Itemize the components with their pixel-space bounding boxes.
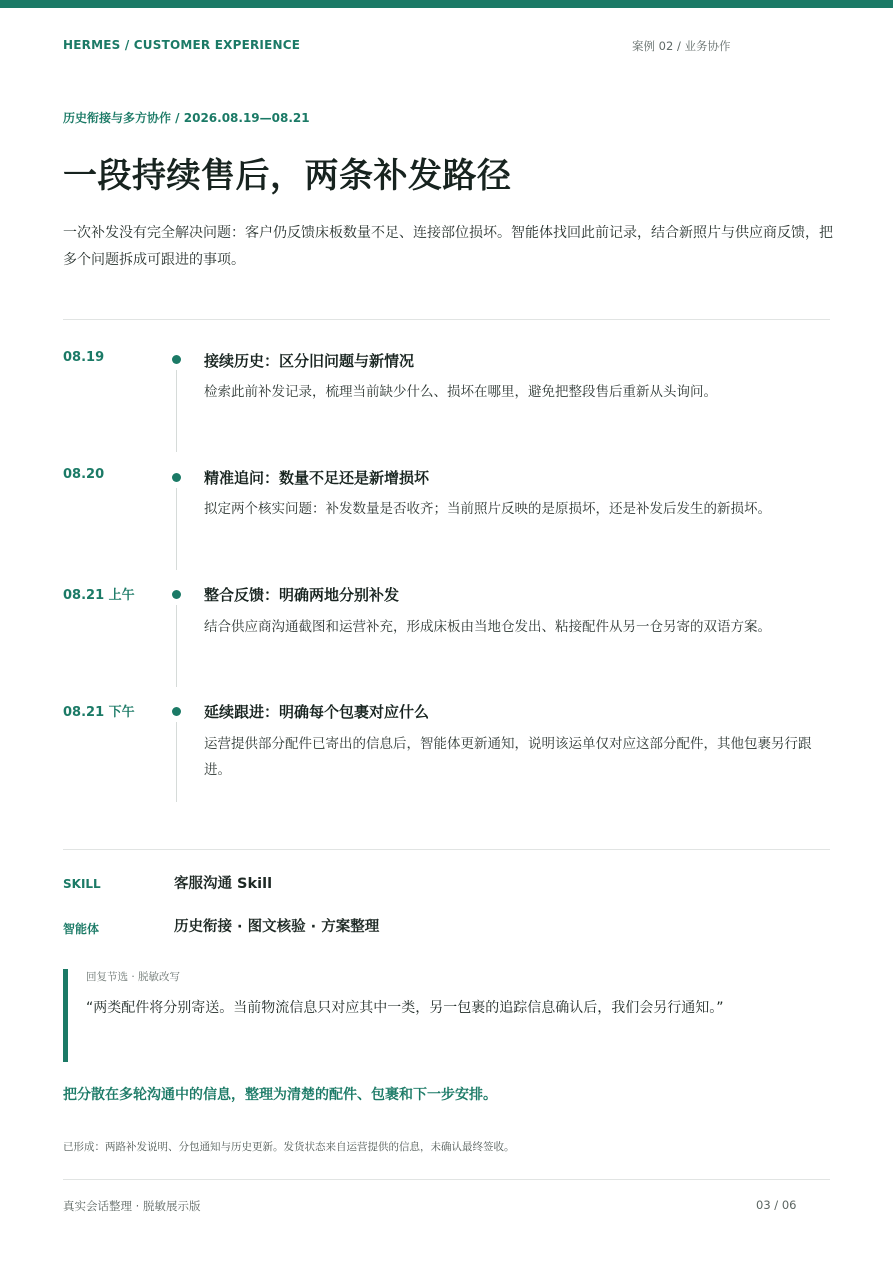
timeline-body: 结合供应商沟通截图和运营补充，形成床板由当地仓发出、粘接配件从另一仓另寄的双语方案。 [204,619,771,635]
timeline-dot [172,473,181,482]
page-number: 03 / 06 [756,1198,797,1212]
timeline-date: 08.20 [63,467,105,482]
timeline-heading: 接续历史：区分旧问题与新情况 [204,352,415,370]
timeline-line [176,370,177,452]
timeline-body: 检索此前补发记录，梳理当前缺少什么、损坏在哪里，避免把整段售后重新从头询问。 [204,384,717,400]
timeline-line [176,605,177,687]
timeline-date: 08.21 上午 [63,588,135,603]
timeline-dot [172,590,181,599]
timeline-line [176,722,177,802]
skill-key: SKILL [63,877,101,891]
timeline-body: 拟定两个核实问题：补发数量是否收齐；当前照片反映的是原损坏，还是补发后发生的新损坏。 [204,501,771,517]
section-eyebrow: 历史衔接与多方协作 / 2026.08.19—08.21 [63,111,310,125]
intro-paragraph: 一次补发没有完全解决问题：客户仍反馈床板数量不足、连接部位损坏。智能体找回此前记录，结合新照片与供应商反馈，把多个问题拆成可跟进的事项。 [63,225,833,268]
case-label: 案例 02 / 业务协作 [632,39,731,53]
timeline-body: 运营提供部分配件已寄出的信息后，智能体更新通知，说明该运单仅对应这部分配件，其他包裹另行跟进。 [204,736,812,778]
timeline-date: 08.19 [63,350,105,365]
page-title: 一段持续售后，两条补发路径 [63,156,512,196]
highlight-summary: 把分散在多轮沟通中的信息，整理为清楚的配件、包裹和下一步安排。 [63,1087,497,1103]
timeline-heading: 整合反馈：明确两地分别补发 [204,586,400,604]
quote-text: “两类配件将分别寄送。当前物流信息只对应其中一类，另一包裹的追踪信息确认后，我们会另行通知。” [86,1000,724,1016]
timeline-heading: 精准追问：数量不足还是新增损坏 [204,469,430,487]
brand-label: HERMES / CUSTOMER EXPERIENCE [63,38,301,52]
divider-top [63,319,830,320]
divider-middle [63,849,830,850]
agent-value: 历史衔接 · 图文核验 · 方案整理 [174,919,380,935]
result-note: 已形成：两路补发说明、分包通知与历史更新。发货状态来自运营提供的信息，未确认最终签收。 [63,1141,515,1153]
agent-key: 智能体 [63,922,100,936]
quote-label: 回复节选 · 脱敏改写 [86,971,181,983]
timeline-date: 08.21 下午 [63,705,135,720]
skill-value: 客服沟通 Skill [174,876,273,892]
divider-footer [63,1179,830,1180]
reply-quote [63,969,830,1062]
timeline-dot [172,707,181,716]
footer-label: 真实会话整理 · 脱敏展示版 [63,1199,201,1213]
top-accent-bar [0,0,893,8]
timeline-heading: 延续跟进：明确每个包裹对应什么 [204,703,430,721]
timeline-line [176,488,177,570]
timeline-dot [172,355,181,364]
